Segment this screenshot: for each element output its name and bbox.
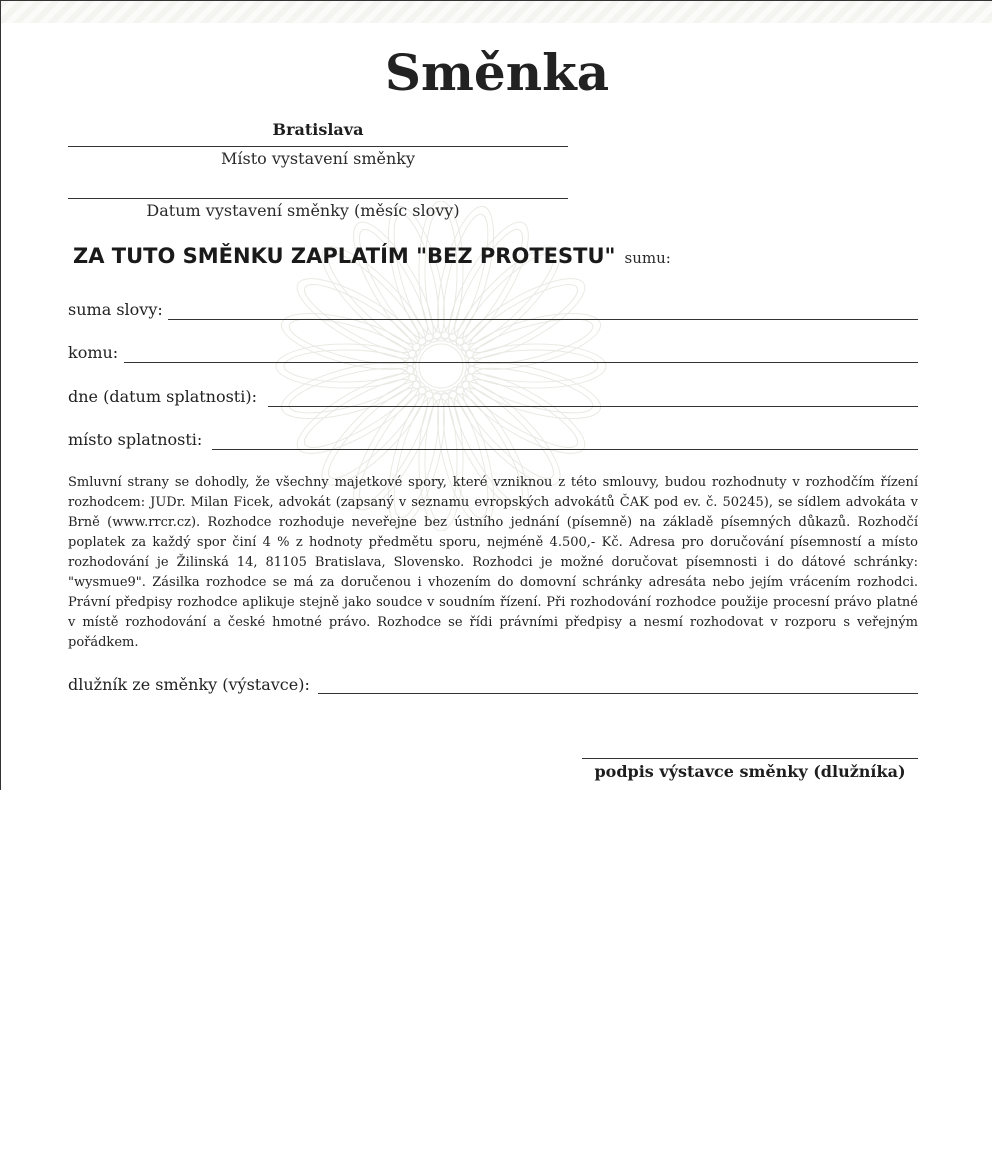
amount-in-words-label: suma slovy: (68, 300, 163, 319)
payee-field[interactable] (124, 362, 918, 363)
payment-statement (73, 241, 671, 273)
arbitration-clause: Smluvní strany se dohodly, že všechny majetkové spory, které vzniknou z této smlouvy, budou rozhodnuty v rozhodčím řízení rozhodcem: JUDr. Milan Ficek, advokát (zapsaný v seznamu evropských advokátů ČAK pod ev. č. 50245), se sídlem advokáta v Brně (www.rrcr.cz). Rozhodce rozhoduje neveřejne bez ústního jednání (písemně) na základě písemných důkazů. Rozhodčí poplatek za každý spor činí 4 % z hodnoty předmětu sporu, nejméně 4.500,- Kč. Adresa pro doručování písemností a místo rozhodování je Žilinská 14, 81105 Bratislava, Slovensko. Rozhodci je možné doručovat písemnosti i do dátové schránky: "wysmue9". Zásilka rozhodce se má za doručenou i vhozením do domovní schránky adresáta nebo jejím vrácením rozhodci. Právní předpisy rozhodce aplikuje stejně jako soudce v soudním řízení. Při rozhodování rozhodce použije procesní právo platné v místě rozhodování a české hmotné právo. Rozhodce se řídi právními předpisy a nesmí rozhodovat v rozporu s veřejným pořádkem. (68, 475, 918, 650)
debtor-field[interactable] (318, 693, 918, 694)
guilloche-top-band (1, 1, 992, 23)
issue-place-caption: Místo vystavení směnky (220, 149, 416, 168)
document-title: Směnka (384, 43, 610, 102)
amount-in-words-field[interactable] (168, 319, 918, 320)
payment-statement-text: ZA TUTO SMĚNKU ZAPLATÍM "BEZ PROTESTU" (73, 244, 616, 268)
signature-label: podpis výstavce směnky (dlužníka) (594, 762, 906, 781)
place-of-payment-label: místo splatnosti: (68, 430, 203, 449)
debtor-label: dlužník ze směnky (výstavce): (68, 675, 310, 694)
due-date-field[interactable] (268, 406, 918, 407)
payee-label: komu: (68, 343, 119, 362)
due-date-label: dne (datum splatnosti): (68, 387, 257, 406)
issue-place-value[interactable]: Bratislava (272, 120, 364, 139)
issue-date-field[interactable] (68, 198, 568, 199)
place-of-payment-field[interactable] (212, 449, 918, 450)
payment-statement-suffix: sumu: (624, 249, 671, 267)
issue-date-caption: Datum vystavení směnky (měsíc slovy) (146, 201, 460, 220)
signature-line[interactable] (582, 758, 918, 759)
issue-place-line (68, 146, 568, 147)
